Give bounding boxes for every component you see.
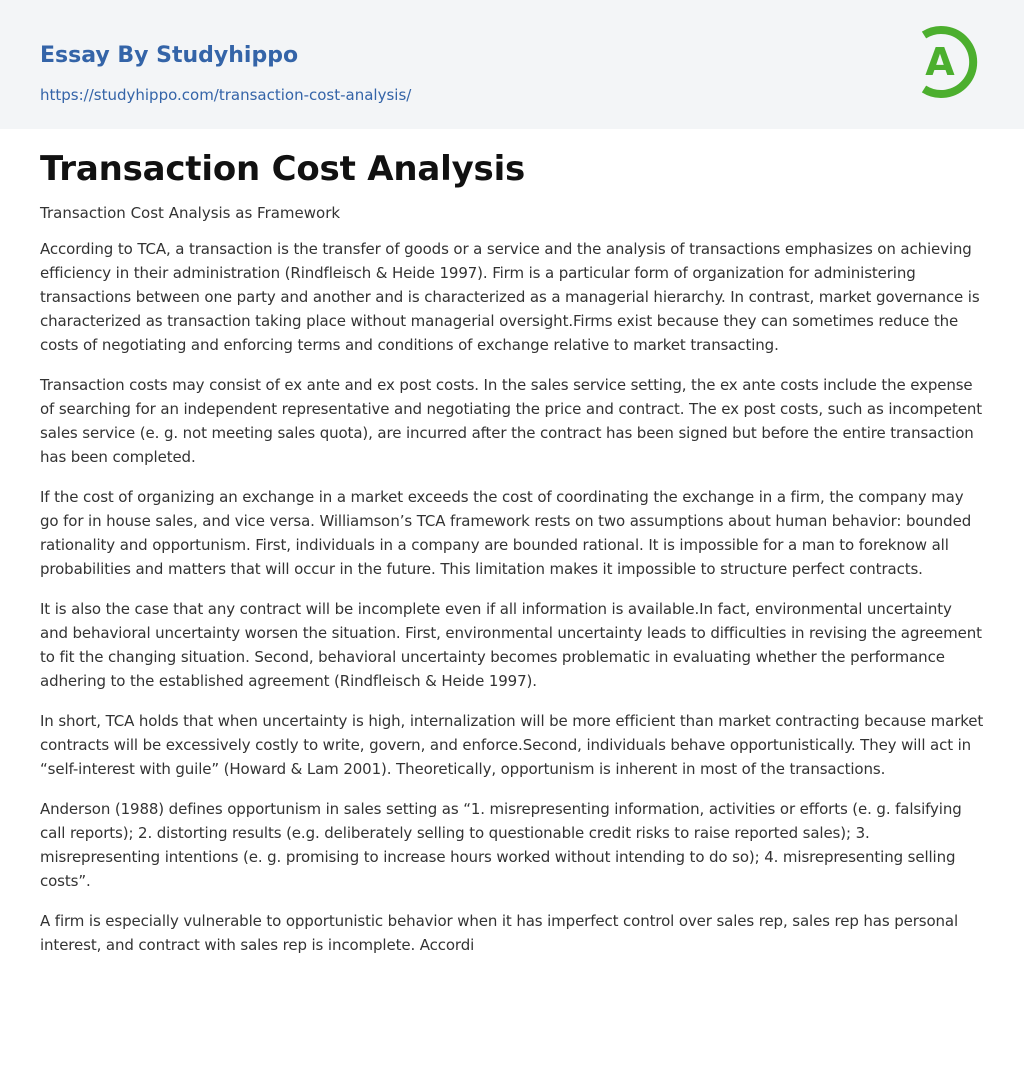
paragraph: In short, TCA holds that when uncertainty is high, internalization will be more efficient than market contracting because market contracts will be excessively costly to write, govern, and enforce.Second, individuals behave opportunistically. They will act in “self-interest with guile” (Howard & Lam 2001). Theoretically, opportunism is inherent in most of the transactions.: [40, 712, 984, 778]
paragraph: If the cost of organizing an exchange in a market exceeds the cost of coordinating the exchange in a firm, the company may go for in house sales, and vice versa. Williamson’s TCA framework rests on two assumptions about human behavior: bounded rationality and opportunism. First, individuals in a company are bounded rational. It is impossible for a man to foreknow all probabilities and matters that will occur in the future. This limitation makes it impossible to structure perfect contracts.: [40, 488, 972, 578]
source-url-link[interactable]: https://studyhippo.com/transaction-cost-analysis/: [40, 86, 412, 104]
studyhippo-logo-icon[interactable]: [912, 20, 986, 104]
article-subtitle: Transaction Cost Analysis as Framework: [40, 204, 341, 222]
brand-title[interactable]: Essay By Studyhippo: [40, 43, 299, 68]
paragraph: Anderson (1988) defines opportunism in sales setting as “1. misrepresenting information, activities or efforts (e. g. falsifying call reports); 2. distorting results (e.g. deliberately selling to questionable credit risks to raise reported sales); 3. misrepresenting intentions (e. g. promising to increase hours worked without intending to do so); 4. misrepresenting selling costs”.: [40, 800, 962, 890]
site-header: [0, 0, 1024, 129]
paragraph: A firm is especially vulnerable to opportunistic behavior when it has imperfect control over sales rep, sales rep has personal interest, and contract with sales rep is incomplete. Accordi: [40, 912, 959, 954]
page-title: Transaction Cost Analysis: [40, 149, 526, 189]
paragraph: According to TCA, a transaction is the transfer of goods or a service and the analysis of transactions emphasizes on achieving efficiency in their administration (Rindfleisch & Heide 1997). Firm is a particular form of organization for administering transactions between one party and another and is characterized as a managerial hierarchy. In contrast, market governance is characterized as transaction taking place without managerial oversight.Firms exist because they can sometimes reduce the costs of negotiating and enforcing terms and conditions of exchange relative to market transacting.: [40, 240, 980, 354]
logo-letter: A: [925, 40, 955, 84]
paragraph: Transaction costs may consist of ex ante and ex post costs. In the sales service setting, the ex ante costs include the expense of searching for an independent representative and negotiating the price and contract. The ex post costs, such as incompetent sales service (e. g. not meeting sales quota), are incurred after the contract has been signed but before the entire transaction has been completed.: [40, 376, 982, 466]
article: [40, 129, 984, 957]
paragraph: It is also the case that any contract will be incomplete even if all information is available.In fact, environmental uncertainty and behavioral uncertainty worsen the situation. First, environmental uncertainty leads to difficulties in revising the agreement to fit the changing situation. Second, behavioral uncertainty becomes problematic in evaluating whether the performance adhering to the established agreement (Rindfleisch & Heide 1997).: [40, 600, 982, 690]
